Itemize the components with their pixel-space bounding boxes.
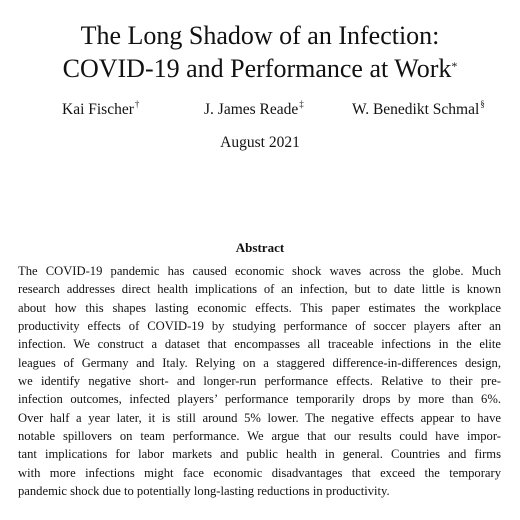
abstract-line: we identify negative short- and longer-run performance effects. Relative to their pre- [18,374,501,389]
paper-title-text-2: COVID-19 and Performance at Work [62,54,452,83]
abstract-line: notable spillovers on team performance. We argue that our results could have impor- [18,429,501,444]
author-list [0,101,520,121]
abstract-line: about how this shapes lasting economic effects. This paper estimates the workplace [18,300,501,315]
abstract-line: infection outcomes, infected players’ performance temporarily drops by more than 6%. [18,392,501,407]
publication-date: August 2021 [220,134,300,151]
abstract-line: productivity effects of COVID-19 by studying performance of soccer players after an [18,319,501,334]
author-1 [62,101,139,119]
author-3-footnote-mark: § [480,99,485,109]
author-3 [352,101,485,119]
abstract-line: leagues of Germany and Italy. Relying on a staggered difference-in-differences design, [18,355,501,370]
author-2-footnote-mark: ‡ [299,99,304,109]
paper-title-text-1: The Long Shadow of an Infection: [80,21,440,50]
abstract-line: with more infections might face economic disadvantages that exceed the temporary [18,465,501,480]
abstract-body [18,262,501,500]
author-1-name: Kai Fischer [62,101,134,118]
paper-title-line-1 [0,20,520,52]
abstract-line: pandemic shock due to potentially long-lasting reductions in productivity. [18,484,390,499]
author-2 [204,101,304,119]
title-footnote-mark: * [451,59,458,73]
abstract-line: Over half a year later, it is still around 5% lower. The negative effects appear to have [18,410,501,425]
author-1-footnote-mark: † [134,99,140,109]
abstract-line: infection. We construct a dataset that encompasses all traceable infections in the elite [18,337,501,352]
abstract-line: tant implications for labor markets and public health in general. Countries and firms [18,447,501,462]
abstract-line: research addresses direct health implications of an infection, but to date little is known [18,282,501,297]
author-2-name: J. James Reade [204,101,299,118]
paper-title-line-2 [0,53,520,85]
author-3-name: W. Benedikt Schmal [352,101,480,118]
abstract-line: The COVID-19 pandemic has caused economic shock waves across the globe. Much [18,264,501,278]
abstract-heading: Abstract [235,240,285,255]
